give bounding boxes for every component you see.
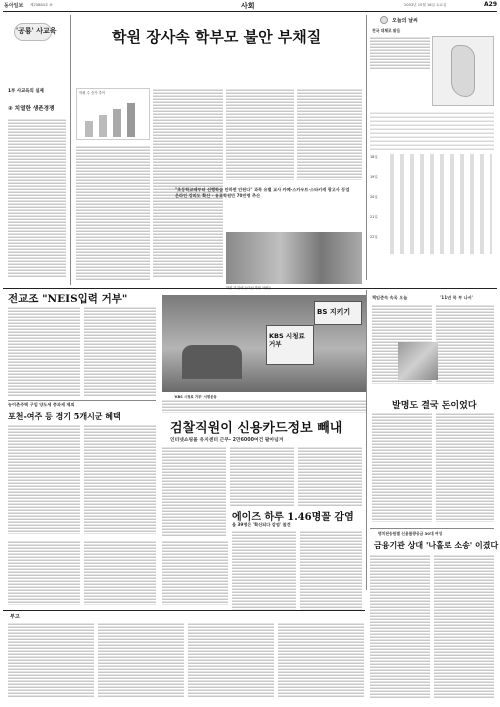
lead-body-text (153, 88, 223, 278)
series-body-text (8, 118, 66, 278)
chart-bar (85, 121, 93, 137)
pochun-kicker: 농어촌주택 구입 양도세 중과세 제외 (8, 402, 75, 407)
weather-map (432, 36, 494, 106)
lead-photo (226, 232, 362, 284)
pochun-headline: 포천-여주 등 경기 5개시군 혜택 (8, 411, 121, 421)
neis-body-text (8, 306, 80, 396)
lead-chart (76, 88, 150, 140)
forecast-day: 18일 (370, 155, 378, 159)
weather-body-text (370, 36, 430, 70)
obituary-text (278, 622, 364, 698)
issue-date: 2003년 10월 18일 토요일 (404, 2, 447, 7)
credit-body-text (230, 446, 294, 506)
lead-pull-quote (175, 187, 350, 229)
aids-body-text (300, 530, 362, 610)
credit-body-text (298, 446, 362, 506)
kbs-caption-text (162, 399, 366, 413)
finance-body-text (434, 554, 494, 699)
pochun-body-text (8, 424, 80, 534)
weather-table (370, 110, 494, 150)
masthead (0, 0, 500, 11)
obituary-text (8, 622, 94, 698)
chart-bar (113, 109, 121, 137)
paper-name: 동아일보 (4, 3, 24, 9)
tenants-headline: 발명도 결국 돈이었다 (392, 401, 477, 411)
obituary-rule (3, 610, 365, 611)
tenants-body-text (372, 412, 432, 522)
obituary-title: 부고 (10, 614, 20, 620)
neis-headline: 전교조 "NEIS입력 거부" (8, 293, 128, 305)
chart-title: 학원 수 증가 추이 (79, 91, 106, 95)
pull-quote-text: "초등학교때부터 선행학습 안하면 안된다" 과목 유별 교사 카페·스카우트·스타키캐 광고사 등업 온라인 강의도 확산 - 유료학원만 70만명 추산 (175, 187, 350, 198)
column-divider (70, 15, 71, 285)
issue-number: 제25884호 ⑩ (30, 2, 53, 7)
lead-body-text (297, 88, 362, 180)
tenants-sub: '11년 목 부 나서' (440, 295, 473, 300)
forecast-day: 19일 (370, 175, 378, 179)
weather-title: 오늘의 날씨 (392, 18, 418, 24)
aids-kicker: 올 39명은 '확산되다 감염' 찰견 (232, 522, 291, 527)
pochun-rule (8, 400, 156, 401)
finance-body-text (370, 554, 430, 699)
kbs-banner (266, 325, 314, 365)
series-part: 1부 사교육의 실제 (8, 89, 44, 94)
credit-headline: 검찰직원이 신용카드정보 빼내 (170, 421, 343, 436)
tenants-photo (398, 342, 438, 380)
tenants-body-text (436, 412, 494, 522)
forecast-day: 22일 (370, 235, 378, 239)
finance-headline: 금융기관 상대 '나홀로 소송' 이겼다 (374, 540, 499, 550)
finance-kicker: 명치된송원별 신용불량공금 30대 여성 (378, 531, 443, 536)
weather-forecast (370, 154, 494, 274)
right-column-divider (366, 290, 367, 590)
kbs-photo (162, 295, 366, 392)
weather-icon (380, 16, 388, 24)
lead-body-text (226, 88, 294, 180)
credit-subheadline: 인터넷쇼핑몰 유지센터 근무- 2만6000여건 팔아넘겨 (170, 438, 284, 443)
brief-text (162, 540, 228, 605)
lead-body-text (76, 145, 150, 280)
aids-body-text (232, 530, 296, 610)
kbs-banner-2-text: BS 지키기 (317, 308, 351, 316)
obituary-text (98, 622, 184, 698)
aids-headline: 에이즈 하루 1.46명꼴 감염 (232, 512, 354, 523)
credit-body-text (162, 446, 226, 536)
lead-headline: 학원 장사속 학부모 불안 부채질 (112, 28, 322, 46)
brief-text (84, 540, 156, 605)
pochun-body-text (84, 424, 156, 534)
kbs-banner-2 (314, 301, 362, 325)
series-logo-text: '공룡' 사교육 (16, 26, 57, 35)
tenants-body-text (436, 304, 494, 384)
chart-bar (127, 103, 135, 137)
kbs-photo-caption: 'KBS 시청료 거부' 서명운동 (174, 395, 217, 399)
chart-bar (99, 115, 107, 137)
forecast-day: 20일 (370, 195, 378, 199)
brief-text (8, 540, 80, 605)
series-logo (10, 22, 60, 52)
tenants-kicker: 책임준속 속옥 오늘 (372, 295, 408, 300)
page-number: A29 (484, 1, 497, 8)
weather-tag: 전국 대체로 맑음 (372, 28, 401, 33)
section-name: 사회 (241, 1, 255, 10)
forecast-day: 21일 (370, 215, 378, 219)
section-rule (3, 288, 497, 289)
neis-body-text (84, 306, 156, 396)
kbs-banner-text: KBS 시청료 거부 (269, 332, 305, 348)
weather-divider (366, 15, 367, 280)
masthead-rule (3, 11, 497, 12)
finance-rule (370, 528, 494, 529)
obituary-text (188, 622, 274, 698)
series-subtitle: ② 치열한 생존경쟁 (8, 106, 55, 112)
